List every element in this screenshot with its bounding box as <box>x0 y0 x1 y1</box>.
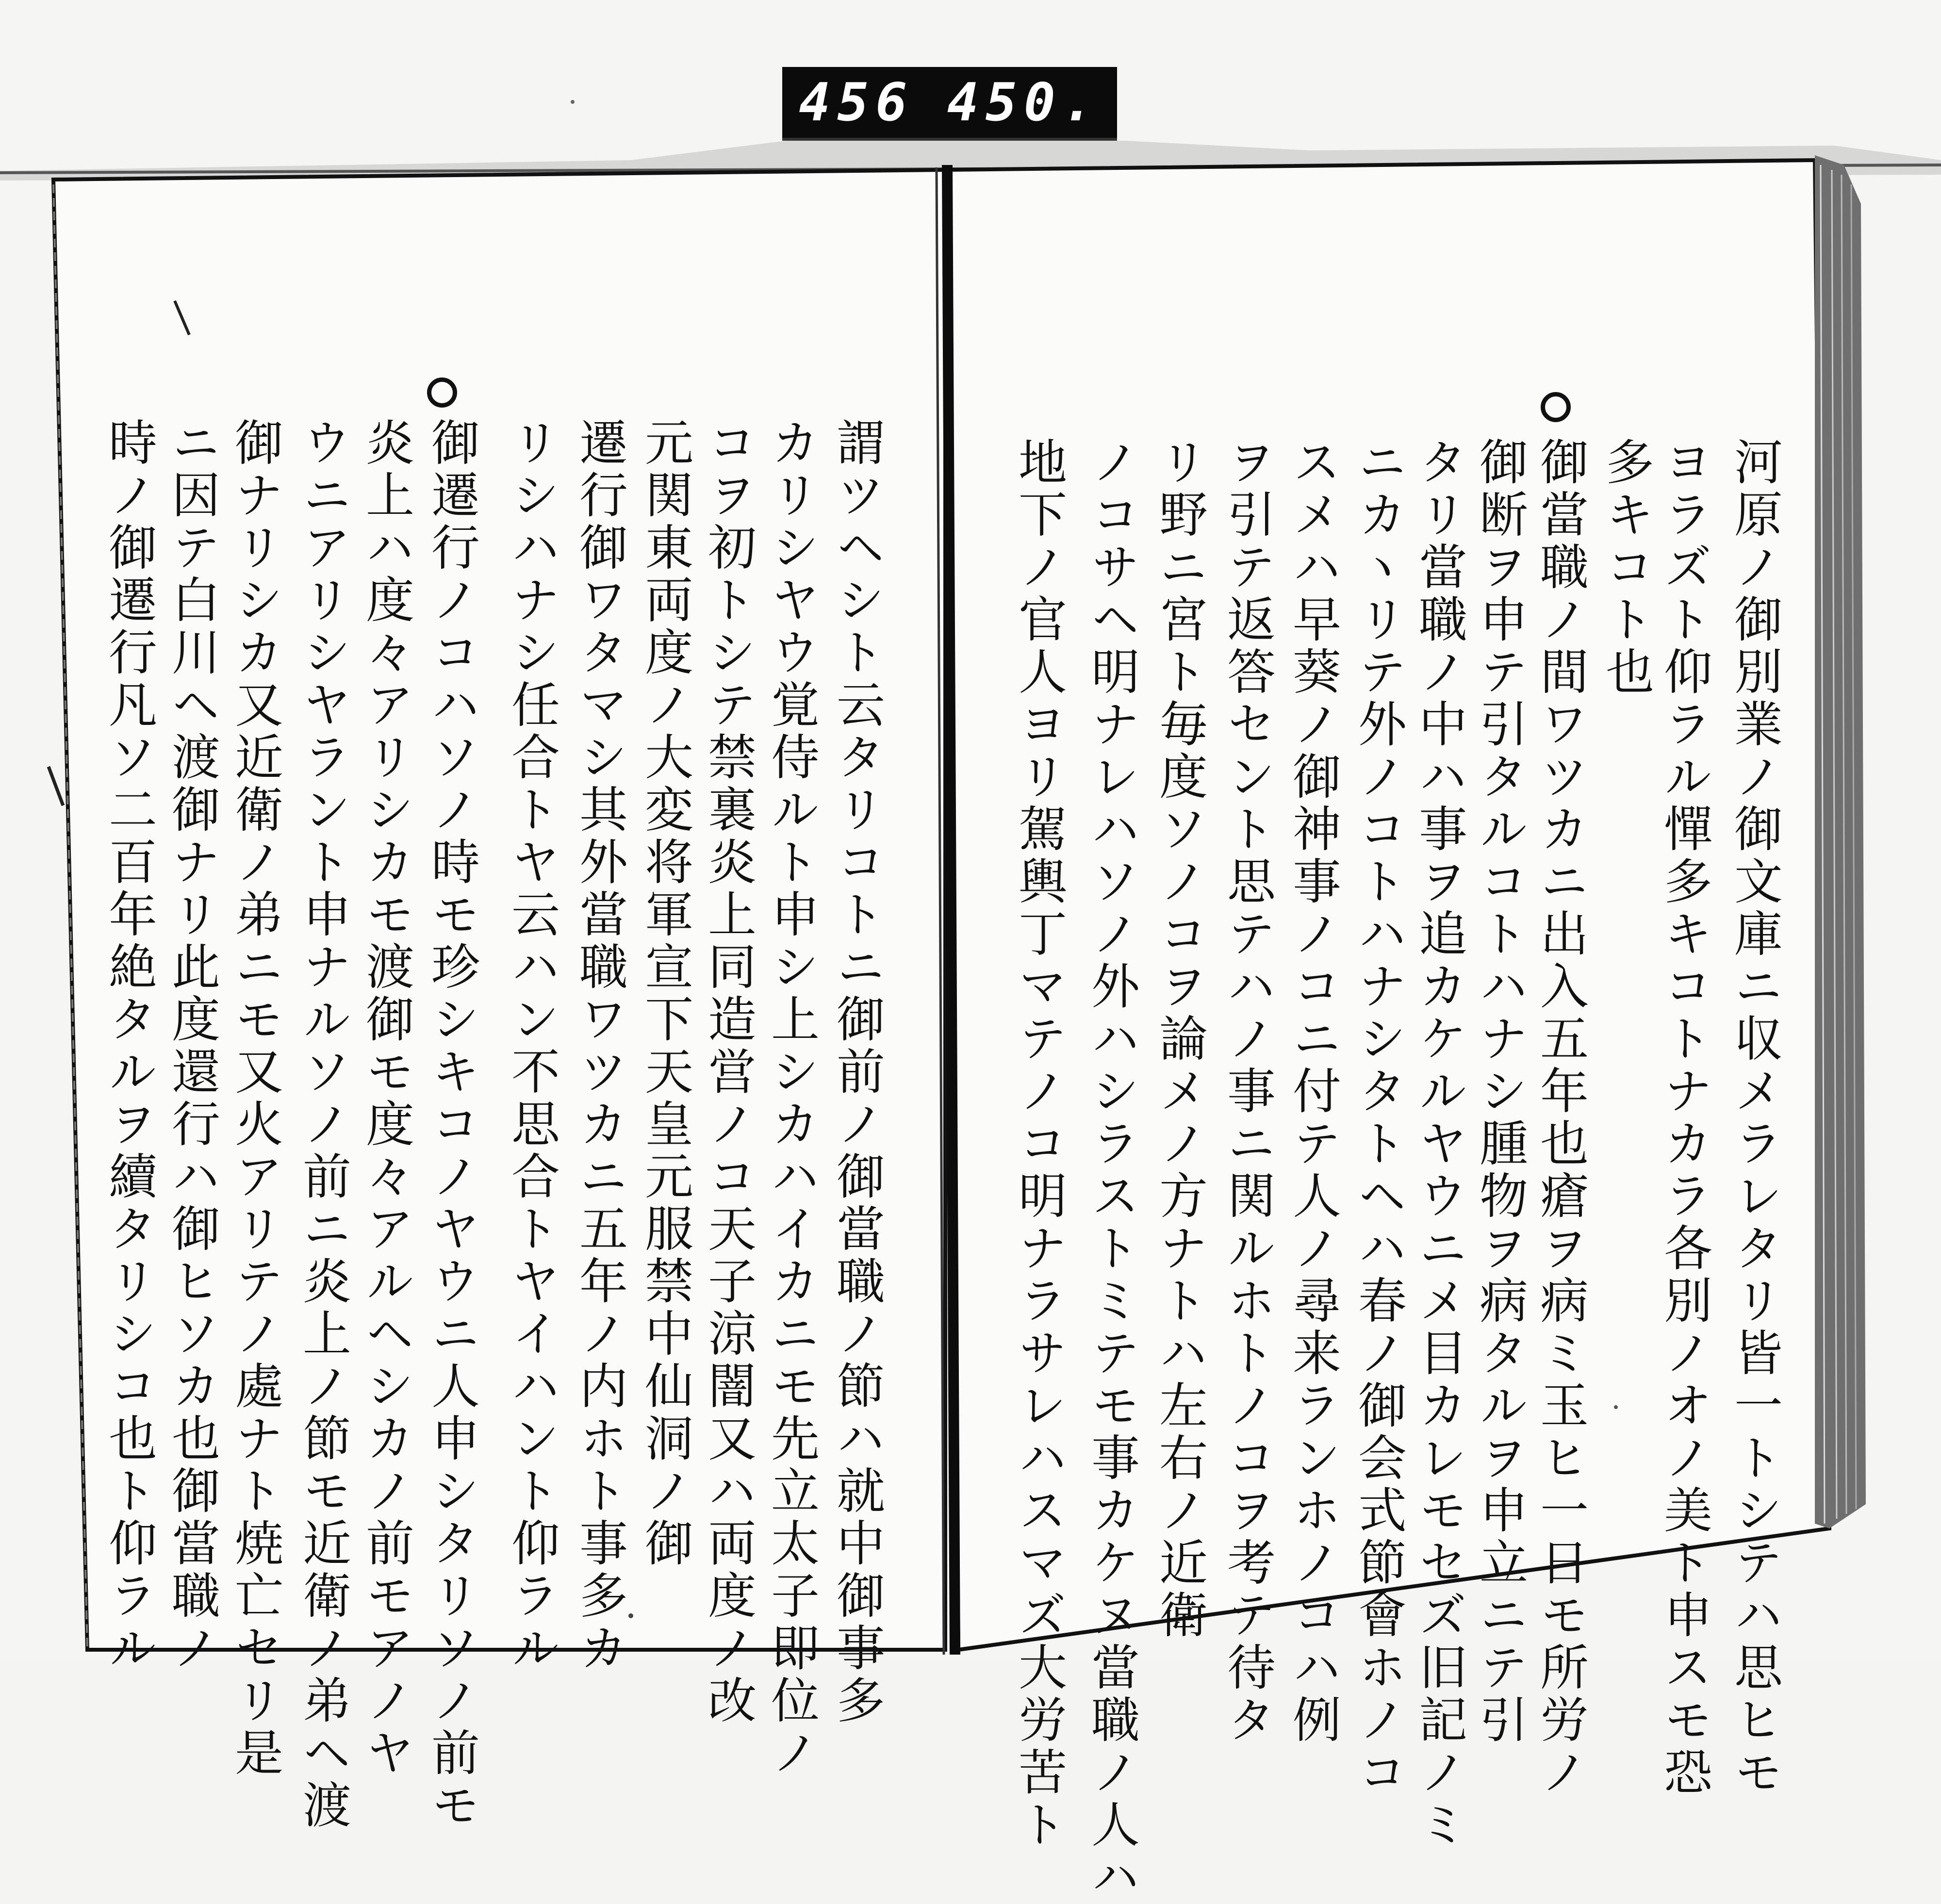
left-page-line-2: カリシヤウ覚侍ルト申シ上シカハイカニモ先立太子即位ノ <box>763 417 820 1780</box>
right-page-line-1: 河原ノ御別業ノ御文庫ニ収メラレタリ皆一トシテハ思ヒモ <box>1726 437 1783 1799</box>
right-page-line-11: ノコサヘ明ナレハソノ外ハシラストミテモ事カケヌ當職ノ人ハ <box>1083 437 1140 1904</box>
left-page-line-1: 謂ツヘシト云タリコトニ御前ノ御當職ノ節ハ就中御事多 <box>828 417 885 1727</box>
frame-number-left: 456 <box>799 72 914 133</box>
right-page-line-5: 御断ヲ申テ引タルコトハナシ腫物ヲ病タルヲ申立ニテ引 <box>1471 437 1528 1747</box>
left-page-line-9: ウニアリシヤラント申ナルソノ前ニ炎上ノ節モ近衛ノ弟ヘ渡 <box>295 417 351 1832</box>
left-page-line-7: 御遷行ノコハソノ時モ珍シキコノヤウニ人申シタリソノ前モ <box>423 417 480 1832</box>
right-page-line-6: タリ當職ノ中ハ事ヲ追カケルヤウニメ目カレモセズ旧記ノミ <box>1411 437 1467 1852</box>
left-page-line-3: コヲ初トシテ禁裏炎上同造営ノコ天子涼闇又ハ両度ノ改 <box>700 417 757 1727</box>
microfilm-frame-label <box>782 67 1117 141</box>
right-page-line-12: 地下ノ官人ヨリ駕輿丁マテノコ明ナラサレハスマズ大労苦ト <box>1010 437 1067 1852</box>
right-page-line-10: リ野ニ宮ト毎度ソノコヲ論メノ方ナトハ左右ノ近衛 <box>1151 437 1208 1642</box>
left-page-line-8: 炎上ハ度々アリシカモ渡御モ度々アルヘシカノ前モアノヤ <box>358 417 414 1780</box>
paragraph-circle-mark <box>1541 392 1571 422</box>
frame-number-right: 450. <box>947 72 1101 133</box>
left-page-line-10: 御ナリシカ又近衛ノ弟ニモ又火アリテノ處ナト焼亡セリ是 <box>227 417 283 1780</box>
right-page-line-2: ヨラズト仰ラル憚多キコトナカラ各別ノオノ美ト申スモ恐 <box>1656 437 1712 1799</box>
left-page-line-5: 遷行御ワタマシ其外當職ワツカニ五年ノ内ホト事多カ <box>571 417 628 1675</box>
right-page-line-8: スメハ早葵ノ御神事ノコニ付テ人ノ尋来ランホノコハ例 <box>1284 437 1341 1747</box>
left-page-line-6: リシハナシ任合トヤ云ハン不思合トヤイハント仰ラル <box>503 417 560 1675</box>
right-page-line-4: 御當職ノ間ワツカニ出入五年也瘡ヲ病ミ玉ヒ一日モ所労ノ <box>1532 437 1589 1799</box>
left-page-line-4: 元関東両度ノ大変将軍宣下天皇元服禁中仙洞ノ御 <box>637 417 693 1570</box>
right-page-line-9: ヲ引テ返答セント思テハノ事ニ関ルホトノコヲ考テ待タ <box>1219 437 1276 1747</box>
left-page-line-11: ニ因テ白川ヘ渡御ナリ此度還行ハ御ヒソカ也御當職ノ <box>164 417 220 1675</box>
paragraph-circle-mark <box>427 378 457 408</box>
right-page-line-7: ニカヽリテ外ノコトハナシタトヘハ春ノ御会式節會ホノコ <box>1350 437 1407 1799</box>
left-page-line-12: 時ノ御遷行凡ソ二百年絶タルヲ續タリシコ也ト仰ラル <box>100 417 157 1675</box>
right-page-line-3: 多キコト也 <box>1597 437 1654 699</box>
